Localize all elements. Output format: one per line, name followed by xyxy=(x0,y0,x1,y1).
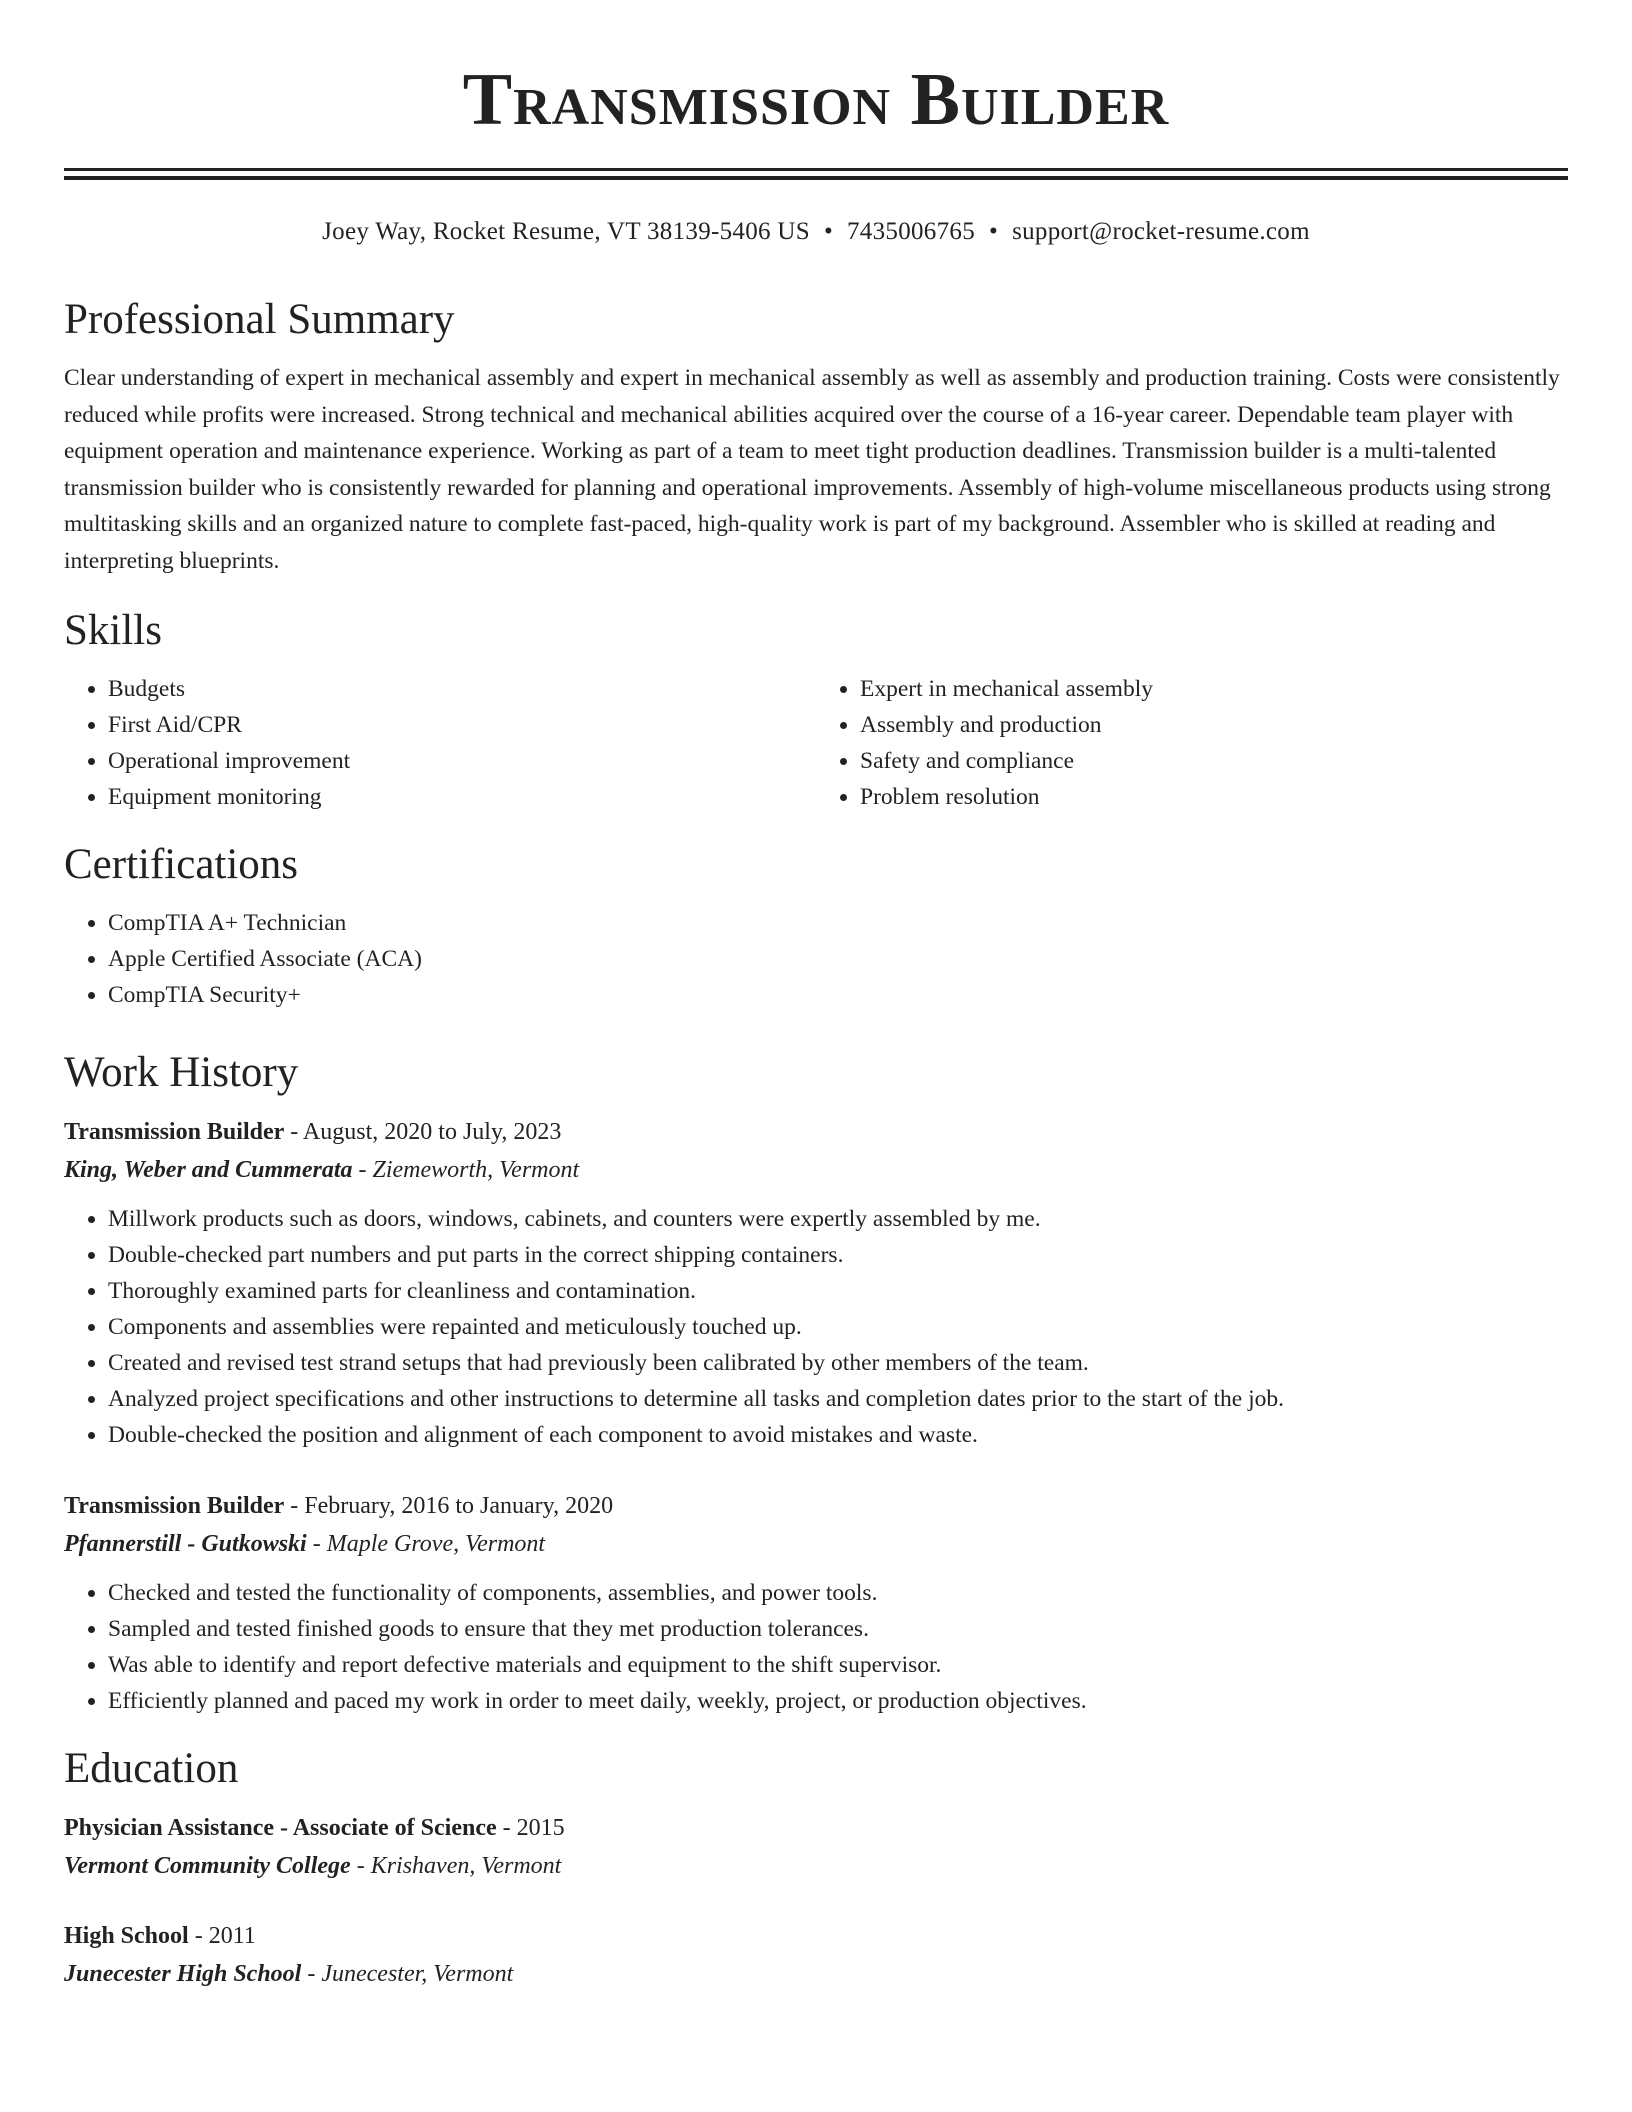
job-duty-item: • Millwork products such as doors, windows, cabinets, and counters were expertly assembled by me. xyxy=(108,1201,1568,1237)
education-entry xyxy=(64,1809,1568,1885)
contact-phone: 7435006765 xyxy=(847,218,975,245)
education-school-line xyxy=(64,1955,1568,1993)
skill-item: • Budgets xyxy=(108,671,816,707)
certifications-list xyxy=(64,905,1568,1013)
skill-item: • First Aid/CPR xyxy=(108,707,816,743)
education-school: Junecester High School xyxy=(64,1961,302,1987)
education-location: - Krishaven, Vermont xyxy=(350,1853,562,1879)
contact-line xyxy=(0,214,1632,250)
job-duty-item: • Checked and tested the functionality of components, assemblies, and power tools. xyxy=(108,1575,1568,1611)
resume-content xyxy=(64,290,1568,2025)
job-employer xyxy=(64,1525,1568,1563)
job-entry xyxy=(64,1113,1568,1453)
job-duties-list xyxy=(64,1201,1568,1453)
skills-list-right xyxy=(816,671,1568,815)
job-dates: - February, 2016 to January, 2020 xyxy=(284,1493,614,1519)
job-duty-item: • Was able to identify and report defective materials and equipment to the shift supervisor. xyxy=(108,1647,1568,1683)
summary-section xyxy=(64,290,1568,579)
job-entry xyxy=(64,1487,1568,1719)
education-year: - 2011 xyxy=(188,1923,256,1949)
certifications-section xyxy=(64,835,1568,1013)
job-duty-item: • Double-checked the position and alignment of each component to avoid mistakes and waste. xyxy=(108,1417,1568,1453)
job-duty-item: • Components and assemblies were repainted and meticulously touched up. xyxy=(108,1309,1568,1345)
section-heading-certifications: Certifications xyxy=(64,841,299,888)
contact-email: support@rocket-resume.com xyxy=(1012,218,1310,245)
job-header xyxy=(64,1113,1568,1151)
job-company: King, Weber and Cummerata xyxy=(64,1157,353,1183)
job-header xyxy=(64,1487,1568,1525)
contact-separator: • xyxy=(989,218,999,245)
education-header xyxy=(64,1809,1568,1847)
summary-text: Clear understanding of expert in mechanical assembly and expert in mechanical assembly as well as assembly and production training. Costs were consistently reduced while profits were increased. Strong technical and mechanical abilities acquired over the course of a 16-year career. Dependable team player with equipment operation and maintenance experience. Working as part of a team to meet tight production deadlines. Transmission builder is a multi-talented transmission builder who is consistently rewarded for planning and operational improvements. Assembly of high-volume miscellaneous products using strong multitasking skills and an organized nature to complete fast-paced, high-quality work is part of my background. Assembler who is skilled at reading and interpreting blueprints. xyxy=(64,365,1560,574)
education-degree: High School xyxy=(64,1923,189,1949)
header-divider-bottom xyxy=(64,176,1568,180)
section-heading-skills: Skills xyxy=(64,607,162,654)
education-school-line xyxy=(64,1847,1568,1885)
skill-item: • Operational improvement xyxy=(108,743,816,779)
contact-separator: • xyxy=(823,218,833,245)
skill-item: • Problem resolution xyxy=(860,779,1568,815)
education-school: Vermont Community College xyxy=(64,1853,351,1879)
job-duty-item: • Created and revised test strand setups that had previously been calibrated by other members of the team. xyxy=(108,1345,1568,1381)
job-duties-list xyxy=(64,1575,1568,1719)
certification-item: • CompTIA Security+ xyxy=(108,977,1568,1013)
job-company: Pfannerstill - Gutkowski xyxy=(64,1531,307,1557)
certification-item: • CompTIA A+ Technician xyxy=(108,905,1568,941)
job-duty-item: • Sampled and tested finished goods to ensure that they met production tolerances. xyxy=(108,1611,1568,1647)
job-title: Transmission Builder xyxy=(64,1119,285,1145)
job-duty-item: • Double-checked part numbers and put parts in the correct shipping containers. xyxy=(108,1237,1568,1273)
skills-list-left xyxy=(64,671,816,815)
job-duty-item: • Analyzed project specifications and other instructions to determine all tasks and completion dates prior to the start of the job. xyxy=(108,1381,1568,1417)
skills-columns xyxy=(64,671,1568,815)
skill-item: • Assembly and production xyxy=(860,707,1568,743)
skill-item: • Equipment monitoring xyxy=(108,779,816,815)
job-duty-item: • Efficiently planned and paced my work in order to meet daily, weekly, project, or production objectives. xyxy=(108,1683,1568,1719)
section-heading-education: Education xyxy=(64,1745,239,1792)
section-heading-summary: Professional Summary xyxy=(64,296,455,343)
job-employer xyxy=(64,1151,1568,1189)
education-location: - Junecester, Vermont xyxy=(301,1961,514,1987)
header-divider-top xyxy=(64,168,1568,171)
education-year: - 2015 xyxy=(496,1815,565,1841)
job-location: - Maple Grove, Vermont xyxy=(306,1531,546,1557)
job-duty-item: • Thoroughly examined parts for cleanliness and contamination. xyxy=(108,1273,1568,1309)
job-title: Transmission Builder xyxy=(64,1493,285,1519)
certification-item: • Apple Certified Associate (ACA) xyxy=(108,941,1568,977)
work-history-section xyxy=(64,1043,1568,1719)
education-degree: Physician Assistance - Associate of Science xyxy=(64,1815,497,1841)
skill-item: • Expert in mechanical assembly xyxy=(860,671,1568,707)
education-entry xyxy=(64,1917,1568,1993)
contact-address: Joey Way, Rocket Resume, VT 38139-5406 US xyxy=(322,218,810,245)
job-dates: - August, 2020 to July, 2023 xyxy=(284,1119,562,1145)
section-heading-work-history: Work History xyxy=(64,1049,299,1096)
education-section xyxy=(64,1739,1568,1993)
education-header xyxy=(64,1917,1568,1955)
job-location: - Ziemeworth, Vermont xyxy=(352,1157,580,1183)
skills-section xyxy=(64,601,1568,815)
skill-item: • Safety and compliance xyxy=(860,743,1568,779)
resume-name: Transmission Builder xyxy=(462,59,1170,141)
